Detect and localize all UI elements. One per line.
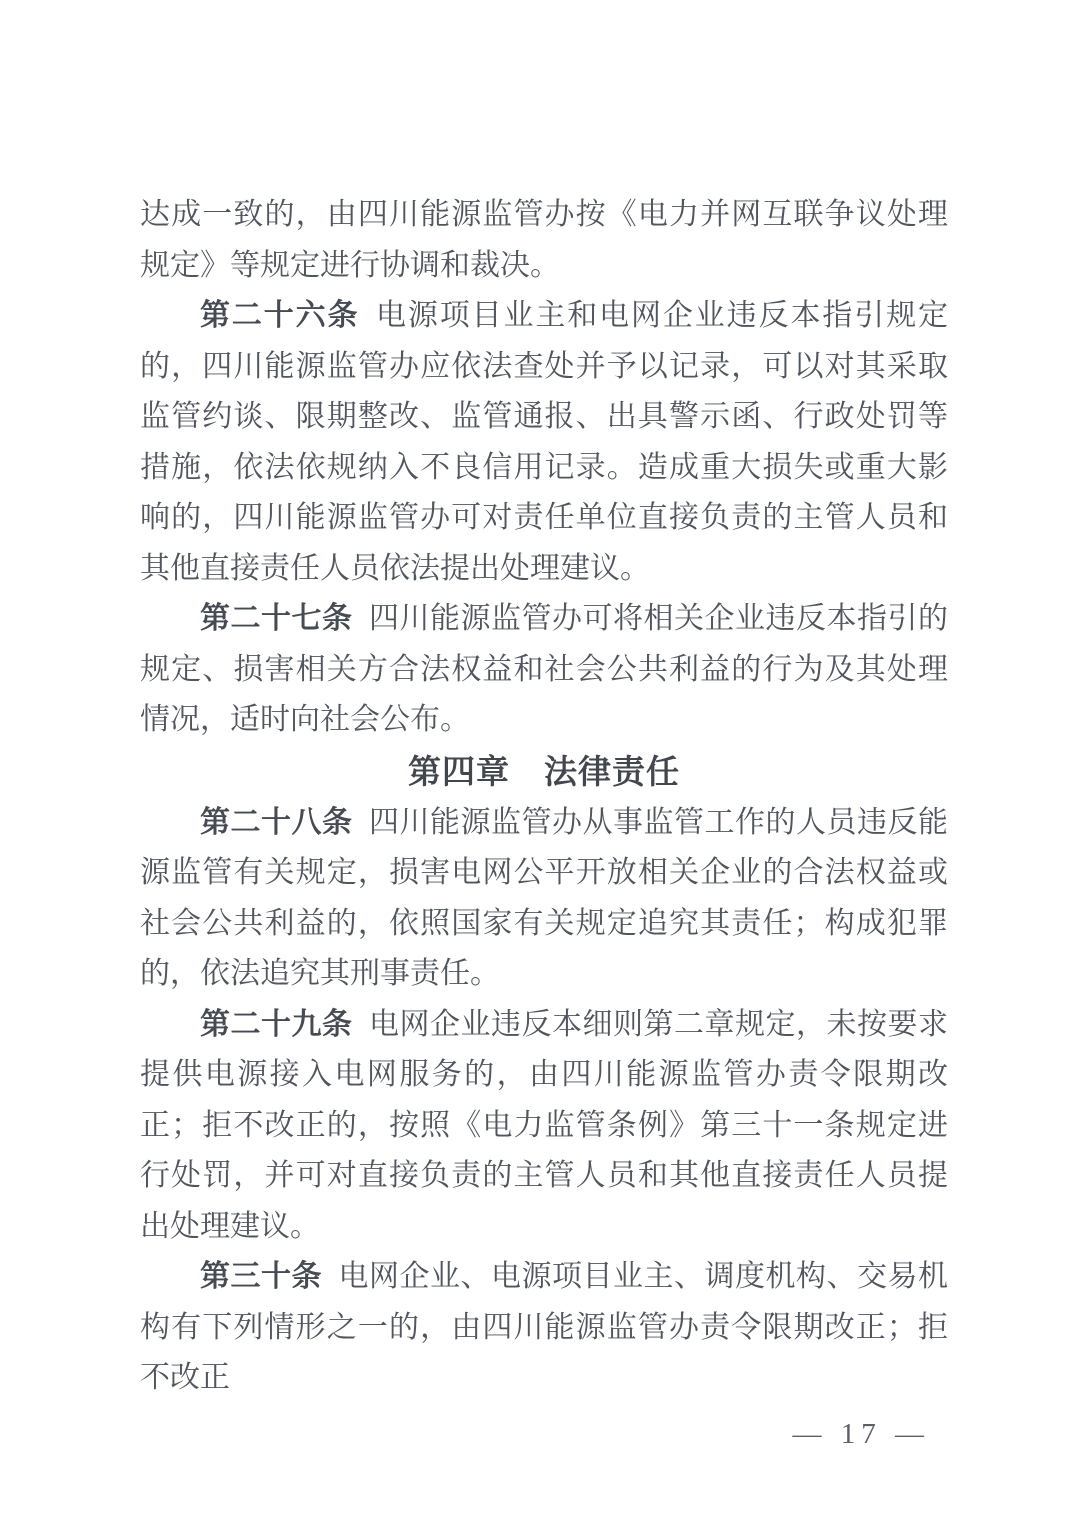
document-body	[140, 190, 948, 1404]
body-paragraph	[140, 1000, 948, 1253]
body-paragraph	[140, 798, 948, 1000]
body-paragraph	[140, 594, 948, 746]
article-number-label: 第三十条	[200, 1260, 322, 1293]
paragraph-text: 电网企业、电源项目业主、调度机构、交易机构有下列情形之一的，由四川能源监管办责令限期改正；拒不改正	[140, 1260, 948, 1394]
paragraph-text: 四川能源监管办可将相关企业违反本指引的规定、损害相关方合法权益和社会公共利益的行为及其处理情况，适时向社会公布。	[140, 602, 948, 736]
paragraph-text: 电源项目业主和电网企业违反本指引规定的，四川能源监管办应依法查处并予以记录，可以对其采取监管约谈、限期整改、监管通报、出具警示函、行政处罚等措施，依法依规纳入不良信用记录。造成重大损失或重大影响的，四川能源监管办可对责任单位直接负责的主管人员和其他直接责任人员依法提出处理建议。	[140, 299, 949, 585]
paragraph-text: 达成一致的，由四川能源监管办按《电力并网互联争议处理规定》等规定进行协调和裁决。	[140, 198, 948, 282]
paragraph-text: 四川能源监管办从事监管工作的人员违反能源监管有关规定，损害电网公平开放相关企业的合法权益或社会公共利益的，依照国家有关规定追究其责任；构成犯罪的，依法追究其刑事责任。	[140, 805, 948, 990]
article-number-label: 第二十八条	[200, 805, 353, 839]
article-number-label: 第二十六条	[200, 299, 360, 332]
body-paragraph	[140, 1252, 948, 1404]
article-number-label: 第二十七条	[200, 602, 353, 635]
paragraph-text: 电网企业违反本细则第二章规定，未按要求提供电源接入电网服务的，由四川能源监管办责令限期改正；拒不改正的，按照《电力监管条例》第三十一条规定进行处罚，并可对直接负责的主管人员和其他直接责任人员提出处理建议。	[140, 1007, 948, 1243]
body-paragraph	[140, 291, 948, 594]
chapter-heading: 第四章 法律责任	[408, 752, 680, 790]
body-paragraph	[140, 190, 948, 291]
page-number: — 17 —	[792, 1418, 930, 1450]
article-number-label: 第二十九条	[200, 1007, 353, 1041]
